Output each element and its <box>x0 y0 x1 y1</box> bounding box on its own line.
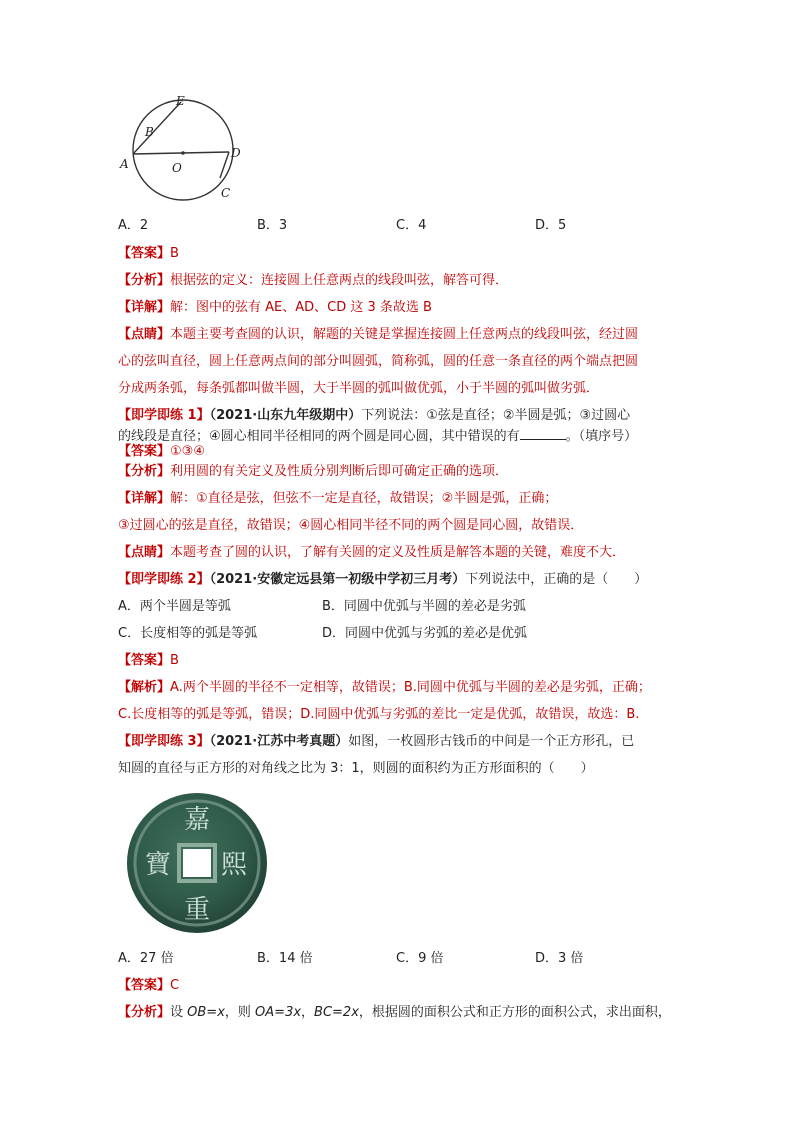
q0-answer <box>118 245 179 263</box>
circle-chord-figure <box>116 92 256 212</box>
p3-analysis <box>118 1004 671 1022</box>
analysis-part-2: ，则 <box>224 1005 256 1020</box>
option-b: B．3 <box>257 218 288 233</box>
comment-tag: 【点睛】 <box>118 545 171 560</box>
p1-comment <box>118 544 625 562</box>
coin-char-left: 寶 <box>144 850 172 880</box>
analysis-part-1: 设 <box>170 1005 188 1020</box>
practice-tag: 【即学即练 2】 <box>118 572 210 587</box>
p1-detail-line-2: ③过圆心的弦是直径，故错误；④圆心相同半径不同的两个圆是同心圆，故错误． <box>118 518 584 533</box>
option-a: A．2 <box>118 218 149 233</box>
label-E: E <box>176 94 185 108</box>
p3-option-a: A．27 倍 <box>118 951 174 966</box>
p2-option-a: A．两个半圆是等弧 <box>118 599 231 614</box>
p3-answer <box>118 977 179 995</box>
answer-blank <box>520 427 566 440</box>
p3-stem-line-2: 知圆的直径与正方形的对角线之比为 3：1，则圆的面积约为正方形面积的（ ） <box>118 761 594 776</box>
p1-stem-line-1 <box>118 407 630 425</box>
comment-text: 本题考查了圆的认识，了解有关圆的定义及性质是解答本题的关键，难度不大． <box>170 545 626 560</box>
stem-suffix: 。（填序号） <box>565 429 638 444</box>
label-C: C <box>221 186 231 200</box>
p2-explain-line-2: C.长度相等的弧是等弧，错误；D.同圆中优弧与劣弧的差比一定是优弧，故错误，故选：B. <box>118 707 640 722</box>
comment-text: 本题主要考查圆的认识，解题的关键是掌握连接圆上任意两点的线段叫弦，经过圆 <box>170 327 639 342</box>
p1-detail-line-1 <box>118 490 557 508</box>
coin-char-right: 熙 <box>220 850 248 880</box>
ancient-coin-image <box>124 790 270 936</box>
q0-comment-line-1 <box>118 326 638 344</box>
answer-tag: 【答案】 <box>118 653 171 668</box>
label-O: O <box>172 161 182 175</box>
p3-option-b: B．14 倍 <box>257 951 313 966</box>
analysis-text: 利用圆的有关定义及性质分别判断后即可确定正确的选项． <box>170 464 509 479</box>
analysis-text: 根据弦的定义：连接圆上任意两点的线段叫弦，解答可得． <box>170 273 509 288</box>
label-D: D <box>231 146 241 160</box>
practice-stem: 下列说法：①弦是直径；②半圆是弧；③过圆心 <box>361 408 631 423</box>
practice-source: （2021·江苏中考真题） <box>209 734 349 749</box>
option-d: D．5 <box>535 218 567 233</box>
analysis-tag: 【分析】 <box>118 1005 171 1020</box>
q0-comment-line-3: 分成两条弧，每条弧都叫做半圆，大于半圆的弧叫做优弧，小于半圆的弧叫做劣弧． <box>118 381 600 396</box>
analysis-oa: OA=3x <box>255 1005 302 1020</box>
answer-value: B <box>170 653 179 668</box>
p2-option-d: D．同圆中优弧与劣弧的差必是优弧 <box>322 626 528 641</box>
analysis-tag: 【分析】 <box>118 273 171 288</box>
label-A: A <box>120 157 129 171</box>
answer-tag: 【答案】 <box>118 444 171 459</box>
practice-stem: 如图，一枚圆形古钱币的中间是一个正方形孔，已 <box>348 734 635 749</box>
coin-char-top: 嘉 <box>183 805 211 835</box>
p3-option-d: D．3 倍 <box>535 951 584 966</box>
p3-stem-line-1 <box>118 733 634 751</box>
practice-tag: 【即学即练 3】 <box>118 734 210 749</box>
explain-tag: 【解析】 <box>118 680 171 695</box>
practice-source: （2021·安徽定远县第一初级中学初三月考） <box>209 572 466 587</box>
q0-comment-line-2: 心的弦叫直径，圆上任意两点间的部分叫圆弧，简称弧，圆的任意一条直径的两个端点把圆 <box>118 354 639 369</box>
answer-value: ①③④ <box>170 444 205 459</box>
answer-tag: 【答案】 <box>118 978 171 993</box>
detail-text: 解：图中的弦有 AE、AD、CD 这 3 条故选 B <box>170 300 432 315</box>
practice-stem: 下列说法中，正确的是（ ） <box>465 572 648 587</box>
analysis-ob: OB=x <box>187 1005 225 1020</box>
answer-tag: 【答案】 <box>118 246 171 261</box>
explain-text: A.两个半圆的半径不一定相等，故错误；B.同圆中优弧与半圆的差必是劣弧，正确； <box>170 680 651 695</box>
stem-text: 的线段是直径；④圆心相同半径相同的两个圆是同心圆，其中错误的有 <box>118 429 520 444</box>
p2-explain-line-1 <box>118 679 651 697</box>
analysis-tag: 【分析】 <box>118 464 171 479</box>
detail-tag: 【详解】 <box>118 491 171 506</box>
label-B: B <box>145 125 154 139</box>
detail-tag: 【详解】 <box>118 300 171 315</box>
answer-value: B <box>170 246 179 261</box>
p2-stem <box>118 571 647 589</box>
comment-tag: 【点睛】 <box>118 327 171 342</box>
option-c: C．4 <box>396 218 427 233</box>
p3-option-c: C．9 倍 <box>396 951 444 966</box>
analysis-part-4: ，根据圆的面积公式和正方形的面积公式，求出面积， <box>358 1005 671 1020</box>
practice-source: （2021·山东九年级期中） <box>209 408 362 423</box>
detail-text: 解：①直径是弦，但弦不一定是直径，故错误；②半圆是弧，正确； <box>170 491 558 506</box>
p2-option-c: C．长度相等的弧是等弧 <box>118 626 258 641</box>
analysis-part-3: ， <box>301 1005 315 1020</box>
coin-char-bottom: 重 <box>183 895 211 925</box>
p1-analysis <box>118 463 508 481</box>
q0-analysis <box>118 272 508 290</box>
analysis-bc: BC=2x <box>314 1005 359 1020</box>
practice-tag: 【即学即练 1】 <box>118 408 210 423</box>
p2-option-b: B．同圆中优弧与半圆的差必是劣弧 <box>322 599 526 614</box>
answer-value: C <box>170 978 180 993</box>
q0-detail <box>118 299 432 317</box>
p2-answer <box>118 652 179 670</box>
p1-answer <box>118 443 205 461</box>
